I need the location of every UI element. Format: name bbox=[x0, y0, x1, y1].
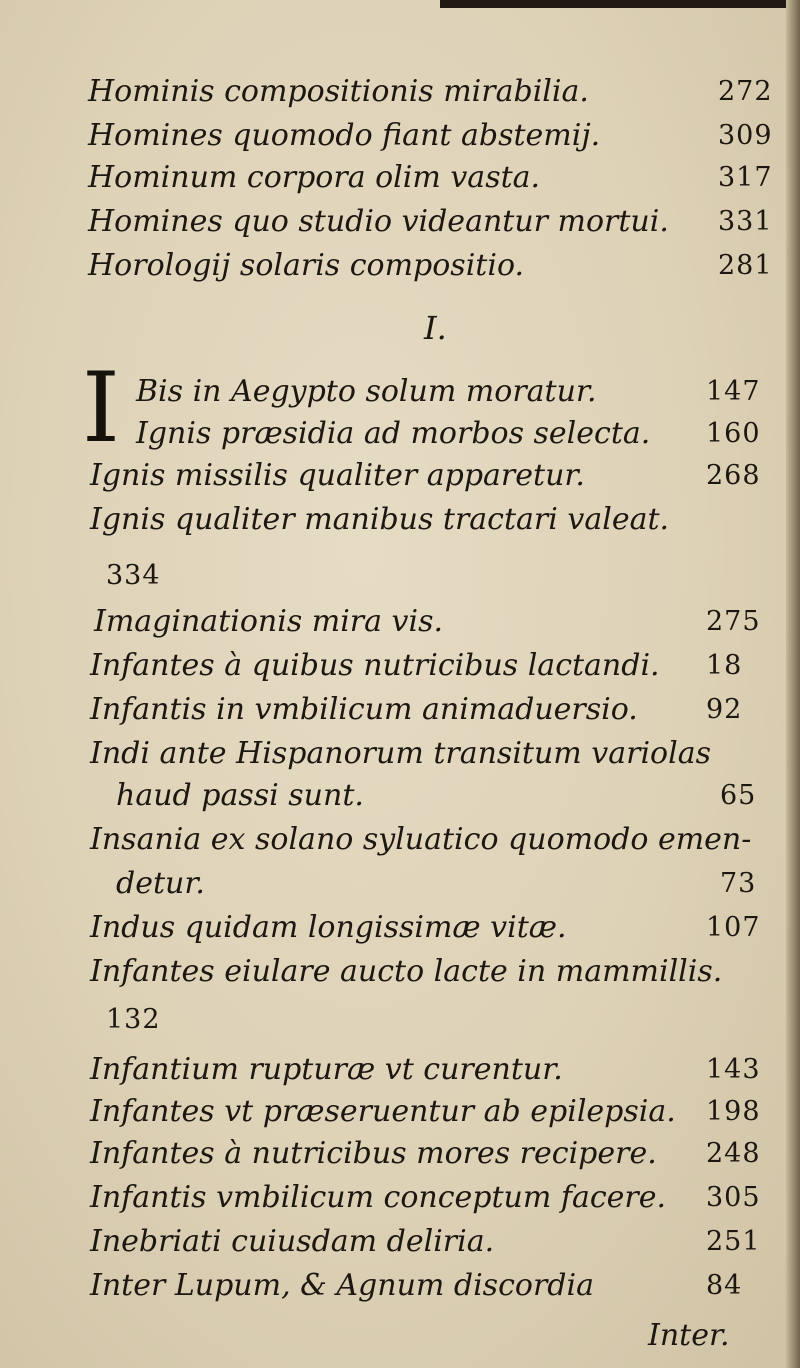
index-entry bbox=[0, 246, 800, 286]
entry-term: Hominis compositionis mirabilia. bbox=[88, 74, 589, 109]
index-entry bbox=[0, 734, 800, 774]
index-entry bbox=[0, 116, 800, 156]
index-entry bbox=[0, 776, 800, 816]
index-entry bbox=[0, 556, 800, 596]
entry-page-number: 107 bbox=[706, 912, 761, 943]
entry-term: Inter Lupum, & Agnum discordia bbox=[90, 1268, 594, 1303]
entry-term: Indus quidam longissimæ vitæ. bbox=[90, 910, 567, 945]
entry-page-number: 309 bbox=[718, 120, 773, 151]
index-entry bbox=[0, 646, 800, 686]
index-entry bbox=[0, 372, 800, 412]
entry-term: Insania ex solano syluatico quomodo emen- bbox=[90, 822, 752, 857]
entry-term: Ignis missilis qualiter apparetur. bbox=[90, 458, 585, 493]
index-entry bbox=[0, 690, 800, 730]
entry-term: haud passi sunt. bbox=[116, 778, 364, 813]
entry-page-number: 281 bbox=[718, 250, 773, 281]
entry-term: Imaginationis mira vis. bbox=[94, 604, 444, 639]
entry-page-number: 65 bbox=[720, 780, 757, 811]
entry-term: Homines quo studio videantur mortui. bbox=[88, 204, 669, 239]
entry-term: Hominum corpora olim vasta. bbox=[88, 160, 541, 195]
entry-page-number: 275 bbox=[706, 606, 761, 637]
index-entry bbox=[0, 864, 800, 904]
entry-page-number: 331 bbox=[718, 206, 773, 237]
entry-page-number: 132 bbox=[106, 1004, 161, 1035]
entry-page-number: 143 bbox=[706, 1054, 761, 1085]
entry-page-number: 92 bbox=[706, 694, 743, 725]
entry-term: Infantes à quibus nutricibus lactandi. bbox=[90, 648, 660, 683]
index-entry bbox=[0, 1000, 800, 1040]
entry-term: Ignis qualiter manibus tractari valeat. bbox=[90, 502, 670, 537]
index-entry bbox=[0, 1134, 800, 1174]
index-entry bbox=[0, 1050, 800, 1090]
catchword: Inter. bbox=[648, 1318, 730, 1353]
index-entry bbox=[0, 72, 800, 112]
entry-term: Infantes à nutricibus mores recipere. bbox=[90, 1136, 657, 1171]
entry-page-number: 73 bbox=[720, 868, 757, 899]
entry-page-number: 317 bbox=[718, 162, 773, 193]
index-entry bbox=[0, 1178, 800, 1218]
entry-page-number: 251 bbox=[706, 1226, 761, 1257]
index-entry bbox=[0, 952, 800, 992]
entry-term: Infantes vt præseruentur ab epilepsia. bbox=[90, 1094, 676, 1129]
index-entry bbox=[0, 1222, 800, 1262]
entry-page-number: 198 bbox=[706, 1096, 761, 1127]
index-entry bbox=[0, 500, 800, 540]
entry-term: Indi ante Hispanorum transitum variolas bbox=[90, 736, 711, 771]
entry-page-number: 268 bbox=[706, 460, 761, 491]
entry-page-number: 272 bbox=[718, 76, 773, 107]
drop-cap-initial: I bbox=[82, 352, 120, 464]
entry-term: Horologij solaris compositio. bbox=[88, 248, 525, 283]
entry-term: Infantis in vmbilicum animaduersio. bbox=[90, 692, 638, 727]
index-entry bbox=[0, 820, 800, 860]
entry-term: Ignis præsidia ad morbos selecta. bbox=[136, 416, 651, 451]
entry-term: Infantium rupturæ vt curentur. bbox=[90, 1052, 563, 1087]
entry-page-number: 18 bbox=[706, 650, 743, 681]
entry-page-number: 248 bbox=[706, 1138, 761, 1169]
entry-term: Homines quomodo fiant abstemij. bbox=[88, 118, 601, 153]
entry-page-number: 84 bbox=[706, 1270, 743, 1301]
index-entry bbox=[0, 908, 800, 948]
index-entry bbox=[0, 202, 800, 242]
entry-page-number: 147 bbox=[706, 376, 761, 407]
entry-term: detur. bbox=[116, 866, 205, 901]
index-entry bbox=[0, 158, 800, 198]
entry-page-number: 160 bbox=[706, 418, 761, 449]
entry-term: Infantis vmbilicum conceptum facere. bbox=[90, 1180, 667, 1215]
entry-page-number: 334 bbox=[106, 560, 161, 591]
entry-term: Bis in Aegypto solum moratur. bbox=[136, 374, 597, 409]
index-entry bbox=[0, 1092, 800, 1132]
entry-page-number: 305 bbox=[706, 1182, 761, 1213]
section-letter: I. bbox=[424, 309, 447, 347]
entry-term: Infantes eiulare aucto lacte in mammillis. bbox=[90, 954, 723, 989]
index-entry bbox=[0, 456, 800, 496]
index-entry bbox=[0, 1266, 800, 1306]
entry-term: Inebriati cuiusdam deliria. bbox=[90, 1224, 495, 1259]
index-entry bbox=[0, 602, 800, 642]
index-entry bbox=[0, 414, 800, 454]
